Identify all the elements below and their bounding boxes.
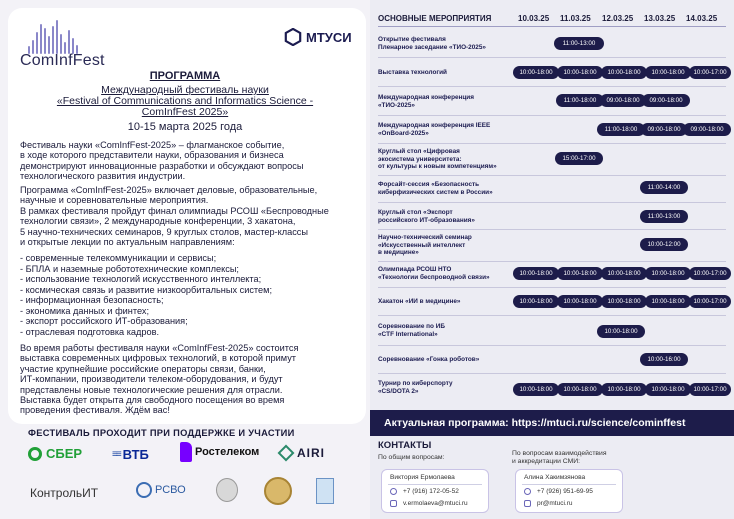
gold-seal-icon [264,477,292,505]
date-header: 11.03.25 [560,14,591,23]
contact-name: Виктория Ермолаева [390,474,455,481]
event-label: Международная конференция IEEE «OnBoard-2025» [378,122,491,137]
list-item: - информационная безопасность; [20,295,164,305]
time-slot: 10:00-18:00 [557,267,603,280]
time-slot: 10:00-18:00 [513,66,559,79]
time-slot: 10:00-12:00 [640,238,688,251]
row-divider [378,287,726,288]
time-slot: 10:00-17:00 [689,267,731,280]
exhibition-paragraph: Во время работы фестиваля науки «ComInfFest-2025» состоится выставка современных цифровых технологий, в которой примут участие крупнейшие российские операторы связи, банки, ИТ-компании, производители телеком-оборудования, и будут представлены новые технологические решения для отрасли. Выставка будет открыта для свободного посещения во время проведения фестиваля. Ждём вас! [20,343,299,416]
airi-diamond-icon [278,445,295,462]
time-slot: 10:00-16:00 [640,353,688,366]
list-item: - использование технологий искусственного интеллекта; [20,274,262,284]
time-slot: 10:00-18:00 [513,295,559,308]
list-item: - экономика данных и финтех; [20,305,150,316]
time-slot: 09:00-18:00 [600,94,646,107]
row-divider [378,229,726,230]
contact-email[interactable]: v.ermolaeva@mtuci.ru [390,500,468,507]
event-label: Круглый стол «Экспорт российского ИТ-образования» [378,209,475,224]
general-contact-label: По общим вопросам: [378,454,445,461]
time-slot: 10:00-18:00 [597,325,645,338]
mail-icon [524,500,531,507]
time-slot: 15:00-17:00 [555,152,603,165]
contact-card [381,469,489,513]
mtusi-logo [284,28,352,46]
program-subtitle: Международный фестиваль науки «Festival of Communications and Informatics Science - ComInfFest 2025» [56,84,314,118]
card-divider [388,484,482,485]
globe-icon [136,482,152,498]
rostelecom-logo: Ростелеком [180,442,259,462]
program-title: ПРОГРАММА [149,70,221,82]
time-slot: 10:00-18:00 [645,383,691,396]
time-slot: 10:00-18:00 [557,295,603,308]
event-label: Международная конференция «ТИО-2025» [378,94,474,109]
time-slot: 10:00-18:00 [557,66,603,79]
time-slot: 10:00-18:00 [645,267,691,280]
topics-list [20,253,360,337]
row-divider [378,175,726,176]
time-slot: 11:00-13:00 [640,210,688,223]
time-slot: 09:00-18:00 [683,123,731,136]
time-slot: 11:00-18:00 [556,94,604,107]
list-item: - экспорт российского ИТ-образования; [20,316,188,326]
event-label: Выставка технологий [378,69,447,76]
time-slot: 11:00-18:00 [597,123,645,136]
event-label: Олимпиада РСОШ НТО «Технологии беспроводной связи» [378,266,490,281]
event-label: Соревнование «Гонка роботов» [378,356,480,363]
sber-logo: СБЕР [28,446,82,461]
time-slot: 10:00-18:00 [645,295,691,308]
actual-program-banner[interactable]: Актуальная программа: https://mtuci.ru/science/cominffest [370,410,734,436]
row-divider [378,115,726,116]
header-divider [378,26,726,27]
sound-bars-icon [28,20,78,54]
phone-icon [390,488,397,495]
time-slot: 10:00-17:00 [689,383,731,396]
cominffest-logo [20,20,110,70]
rsvo-logo: РСВО [136,482,186,498]
time-slot: 10:00-18:00 [513,383,559,396]
row-divider [378,57,726,58]
event-label: Научно-технический семинар «Искусственный интеллект в медицине» [378,234,472,257]
row-divider [378,261,726,262]
event-label: Хакатон «ИИ в медицине» [378,298,461,305]
vtb-stripes-icon: ≡≡ [112,449,120,460]
schedule-header: ОСНОВНЫЕ МЕРОПРИЯТИЯ [378,14,492,23]
time-slot: 10:00-18:00 [601,66,647,79]
time-slot: 10:00-18:00 [601,267,647,280]
row-divider [378,143,726,144]
blue-crest-icon [316,478,334,504]
rostelecom-mark-icon [180,442,192,462]
contact-card [515,469,623,513]
contact-phone[interactable]: +7 (916) 172-05-52 [390,488,459,495]
sber-check-icon [28,447,42,461]
event-label: Турнир по киберспорту «CS/DOTA 2» [378,380,453,395]
date-header: 12.03.25 [602,14,634,23]
date-header: 13.03.25 [644,14,676,23]
time-slot: 10:00-18:00 [513,267,559,280]
time-slot: 09:00-18:00 [642,94,690,107]
contact-phone[interactable]: +7 (926) 951-69-95 [524,488,593,495]
hexagon-icon [284,28,302,46]
time-slot: 10:00-17:00 [689,66,731,79]
time-slot: 10:00-18:00 [645,66,691,79]
time-slot: 10:00-18:00 [601,295,647,308]
program-paragraph: Программа «ComInfFest-2025» включает деловые, образовательные, научные и соревновательные мероприятия. В рамках фестиваля пройдут финал олимпиады РСОШ «Беспроводные технологии связи», 2 международные конференции, 3 хакатона, 5 научно-технических семинаров, 9 круглых столов, мастер-классы и открытые лекции по актуальным направлениям: [20,185,329,248]
time-slot: 10:00-18:00 [557,383,603,396]
list-item: - отраслевая подготовка кадров. [20,326,160,337]
row-divider [378,373,726,374]
mtusi-logo-text: МТУСИ [306,29,352,45]
date-header: 10.03.25 [518,14,550,23]
mail-icon [390,500,397,507]
list-item: - современные телекоммуникации и сервисы; [20,253,217,263]
list-item: - космическая связь и развитие низкоорбитальных систем; [20,284,273,295]
airi-logo: AIRI [280,446,325,460]
row-divider [378,315,726,316]
phone-icon [524,488,531,495]
kontrolit-logo: КонтрольИТ [30,486,99,500]
intro-paragraph: Фестиваль науки «ComInfFest-2025» – флагманское событие, в ходе которого представители науки, образования и бизнеса демонстрируют инновационные разработки и обсуждают вопросы технологического развития индустрии. [20,140,304,182]
date-header: 14.03.25 [686,14,718,23]
event-label: Круглый стол «Цифровая экосистема университета: от культуры к новым компетенциям» [378,148,497,171]
vtb-logo: ≡≡ ВТБ [112,447,149,462]
event-label: Форсайт-сессия «Безопасность киберфизических систем в России» [378,181,493,196]
logo-text: ComInfFest [20,52,105,69]
time-slot: 10:00-17:00 [689,295,731,308]
time-slot: 11:00-14:00 [640,181,688,194]
card-divider [522,484,616,485]
contact-name: Алина Хакимзянова [524,474,586,481]
time-slot: 11:00-13:00 [554,37,604,50]
row-divider [378,86,726,87]
program-dates: 10-15 марта 2025 года [127,121,243,133]
event-label: Соревнование по ИБ «CTF International» [378,323,445,338]
contact-email[interactable]: pr@mtuci.ru [524,500,573,507]
row-divider [378,345,726,346]
time-slot: 09:00-18:00 [641,123,687,136]
row-divider [378,202,726,203]
list-item: - БПЛА и наземные робототехнические комплексы; [20,263,239,274]
support-title: ФЕСТИВАЛЬ ПРОХОДИТ ПРИ ПОДДЕРЖКЕ И УЧАСТИИ [28,428,295,438]
event-label: Открытие фестиваля Пленарное заседание «ТИО-2025» [378,36,486,51]
time-slot: 10:00-18:00 [601,383,647,396]
mountain-emblem-icon [216,478,238,502]
partner-contact-label: По вопросам взаимодействия и аккредитации СМИ: [512,450,607,465]
contacts-title: КОНТАКТЫ [378,440,432,451]
